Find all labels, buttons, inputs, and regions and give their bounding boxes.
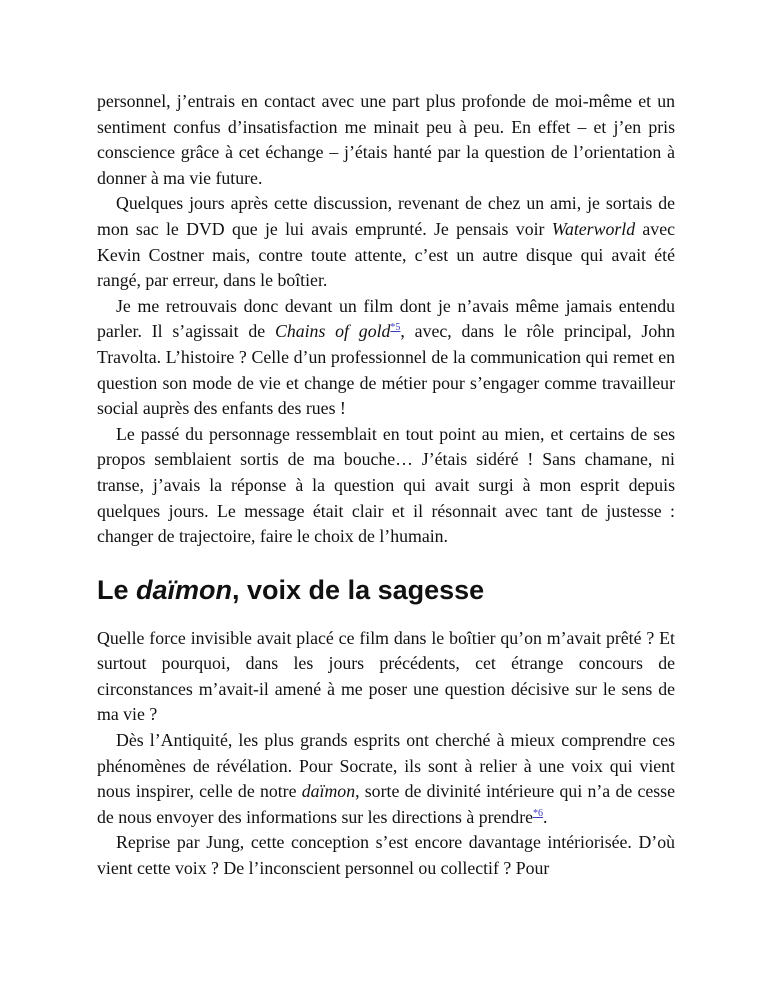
paragraph-3-text-b: , avec, dans le rôle principal, John Travolta. L’histoire ? Celle d’un professionnel de la communication qui remet en question son mode de vie et change de métier pour s’engager comme travailleur social auprès des enfants des rues ! xyxy=(97,321,676,419)
paragraph-6-text-c: . xyxy=(543,806,548,827)
heading-text-a: Le xyxy=(97,574,137,605)
footnote-link-5[interactable]: *5 xyxy=(390,322,401,334)
paragraph-6-text-b: , sorte de divinité intérieure qui n’a de cesse de nous envoyer des informations sur les directions à prendre xyxy=(97,781,675,827)
heading-emphasis: daïmon xyxy=(136,574,233,605)
paragraph-7: Reprise par Jung, cette conception s’est encore davantage intériorisée. D’où vient cette voix ? De l’inconscient personnel ou collectif ? Pour xyxy=(97,832,675,879)
paragraph-2-text-a: Quelques jours après cette discussion, revenant de chez un ami, je sortais de mon sac le DVD que je lui avais emprunté. Je pensais voir xyxy=(97,193,675,239)
daimon-emphasis: daïmon xyxy=(301,781,356,802)
paragraph-2 xyxy=(97,191,675,293)
footnote-link-6[interactable]: *6 xyxy=(533,807,544,819)
paragraph-6 xyxy=(97,728,675,830)
film-title-waterworld: Waterworld xyxy=(551,218,636,239)
paragraph-1: personnel, j’entrais en contact avec une part plus profonde de moi-même et un sentiment confus d’insatisfaction me minait peu à peu. En effet – et j’en pris conscience grâce à cet échange – j’étais hanté par la question de l’orientation à donner à ma vie future. xyxy=(97,91,675,188)
film-title-chains-of-gold: Chains of gold xyxy=(274,321,391,342)
paragraph-3 xyxy=(97,294,675,422)
paragraph-2-text-b: avec Kevin Costner mais, contre toute attente, c’est un autre disque qui avait été rangé, par erreur, dans le boîtier. xyxy=(97,218,675,291)
document-page xyxy=(97,89,675,882)
paragraph-4: Le passé du personnage ressemblait en tout point au mien, et certains de ses propos semblaient sortis de ma bouche… J’étais sidéré ! Sans chamane, ni transe, j’avais la réponse à la question qui avait surgi à mon esprit depuis quelques jours. Le message était clair et il résonnait avec tant de justesse : changer de trajectoire, faire le choix de l’humain. xyxy=(97,423,675,547)
section-heading xyxy=(97,574,675,606)
paragraph-5: Quelle force invisible avait placé ce film dans le boîtier qu’on m’avait prêté ? Et surtout pourquoi, dans les jours précédents, cet étrange concours de circonstances m’avait-il amené à me poser une question décisive sur le sens de ma vie ? xyxy=(97,627,675,725)
heading-text-b: , voix de la sagesse xyxy=(232,574,485,605)
paragraph-3-text-a: Je me retrouvais donc devant un film dont je n’avais même jamais entendu parler. Il s’agissait de xyxy=(97,295,675,342)
paragraph-6-text-a: Dès l’Antiquité, les plus grands esprits ont cherché à mieux comprendre ces phénomènes de révélation. Pour Socrate, ils sont à relier à une voix qui vient nous inspirer, celle de notre xyxy=(97,730,675,802)
